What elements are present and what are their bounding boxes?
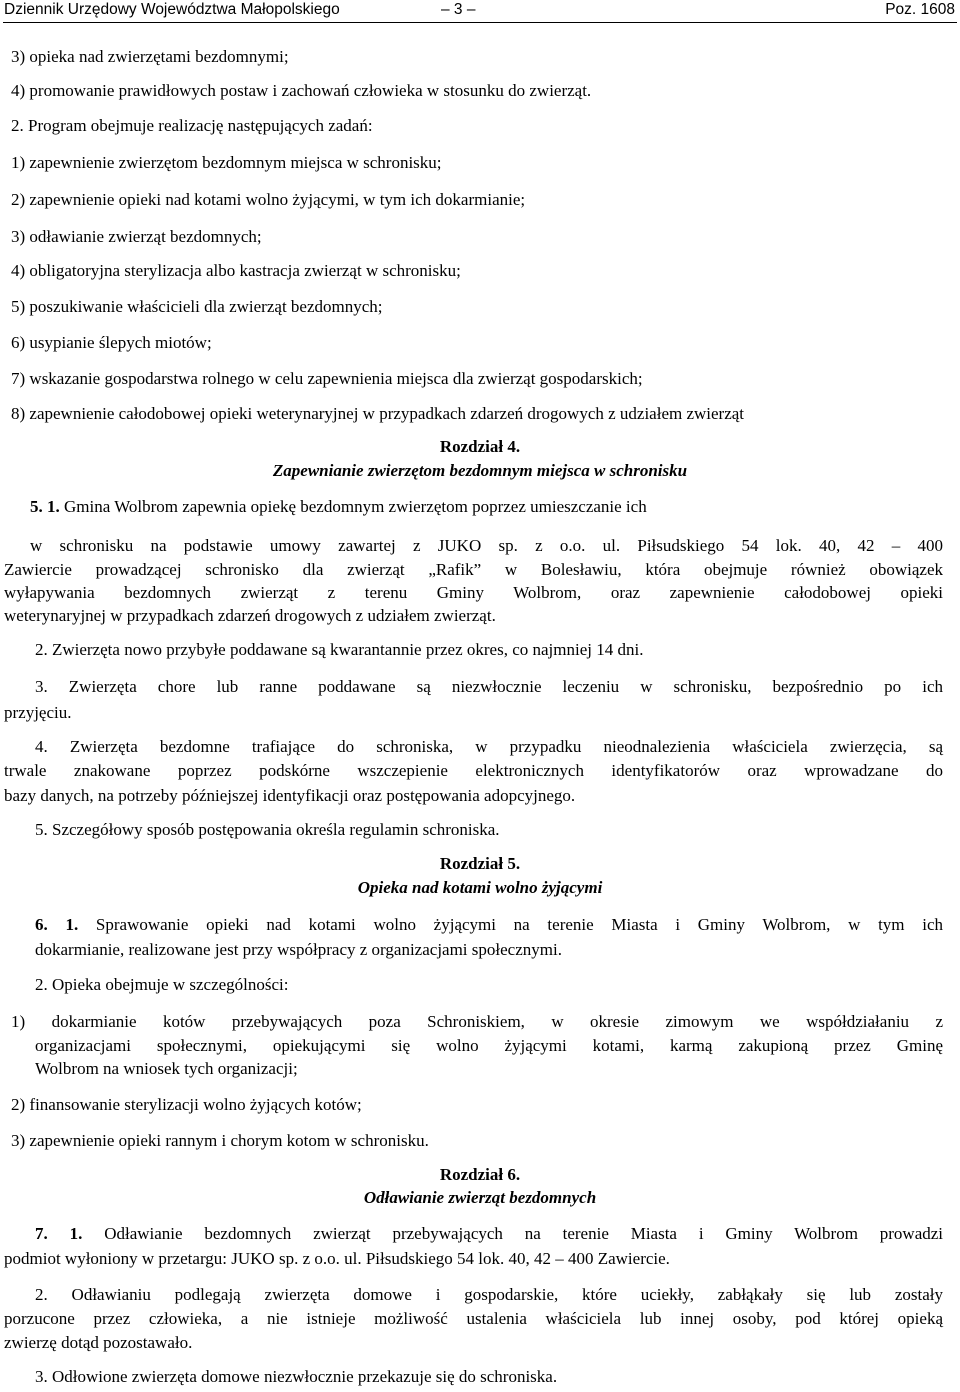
text-line: Wolbrom na wniosek tych organizacji; [35, 1059, 298, 1078]
text-line: wyłapywania bezdomnych zwierząt z terenu Gminy Wolbrom, oraz zapewnienie całodobowej opieki [4, 583, 943, 602]
list-item: 8) zapewnienie całodobowej opieki weterynaryjnej w przypadkach zdarzeń drogowych z udziałem zwierząt [11, 404, 745, 423]
paragraph-number: 6. 1. [35, 915, 79, 934]
list-item: 2) zapewnienie opieki nad kotami wolno żyjącymi, w tym ich dokarmianie; [11, 190, 526, 209]
text-line: 5. Szczegółowy sposób postępowania określa regulamin schroniska. [35, 820, 500, 839]
list-item: 6) usypianie ślepych miotów; [11, 333, 212, 352]
text-line: zwierzę dotąd pozostawało. [4, 1333, 193, 1352]
text-line: 2. Program obejmuje realizację następujących zadań: [11, 116, 373, 135]
text-line: podmiot wyłoniony w przetargu: JUKO sp. z o.o. ul. Piłsudskiego 54 lok. 40, 42 – 400 Zawiercie. [4, 1249, 670, 1268]
header-position: Poz. 1608 [885, 1, 955, 18]
text-line: 2. Zwierzęta nowo przybyłe poddawane są kwarantannie przez okres, co najmniej 14 dni. [35, 640, 644, 659]
chapter-5-heading: Rozdział 5. [439, 854, 521, 873]
text-span: Sprawowanie opieki nad kotami wolno żyjącymi na terenie Miasta i Gminy Wolbrom, w tym ich [95, 915, 943, 934]
text-line: 3) opieka nad zwierzętami bezdomnymi; [11, 47, 289, 66]
list-item: 2) finansowanie sterylizacji wolno żyjących kotów; [11, 1095, 362, 1114]
text-line: 3. Zwierzęta chore lub ranne poddawane są niezwłocznie leczeniu w schronisku, bezpośrednio po ich [35, 677, 943, 696]
list-item: 1) zapewnienie zwierzętom bezdomnym miejsca w schronisku; [11, 153, 442, 172]
text-line: przyjęciu. [4, 703, 72, 722]
text-line: 4) promowanie prawidłowych postaw i zachowań człowieka w stosunku do zwierząt. [11, 81, 592, 100]
text-line: w schronisku na podstawie umowy zawartej z JUKO sp. z o.o. ul. Piłsudskiego 54 lok. 40, 42 – 400 [30, 536, 943, 555]
paragraph-6-start [35, 916, 943, 933]
paragraph-number: 7. 1. [35, 1224, 83, 1243]
text-line: 2. Odławianiu podlegają zwierzęta domowe i gospodarskie, które uciekły, zabłąkały się lub zostały [35, 1285, 943, 1304]
paragraph-5-start [30, 498, 647, 515]
list-item: 3) odławianie zwierząt bezdomnych; [11, 227, 262, 246]
paragraph-7-start [35, 1225, 943, 1242]
list-item: 3) zapewnienie opieki rannym i chorym kotom w schronisku. [11, 1131, 429, 1150]
chapter-5-title: Opieka nad kotami wolno żyjącymi [357, 878, 603, 897]
list-item: 4) obligatoryjna sterylizacja albo kastracja zwierząt w schronisku; [11, 261, 461, 280]
text-line: porzucone przez człowieka, a nie istnieje możliwość ustalenia właściciela lub innej osoby, pod której opieką [4, 1309, 943, 1328]
text-line: weterynaryjnej w przypadkach zdarzeń drogowych z udziałem zwierząt. [4, 606, 496, 625]
text-line: 2. Opieka obejmuje w szczególności: [35, 975, 289, 994]
text-span: Gmina Wolbrom zapewnia opiekę bezdomnym zwierzętom poprzez umieszczanie ich [64, 497, 647, 516]
paragraph-number: 5. 1. [30, 497, 60, 516]
chapter-4-heading: Rozdział 4. [439, 437, 521, 456]
header-page-number: – 3 – [441, 1, 476, 18]
header-journal-title: Dziennik Urzędowy Województwa Małopolskiego [4, 1, 340, 18]
text-span: Odławianie bezdomnych zwierząt przebywających na terenie Miasta i Gminy Wolbrom prowadzi [104, 1224, 944, 1243]
text-line: bazy danych, na potrzeby późniejszej identyfikacji oraz postępowania adopcyjnego. [4, 786, 576, 805]
text-line: organizacjami społecznymi, opiekującymi się wolno żyjącymi kotami, karmą zakupioną przez Gminę [35, 1036, 943, 1055]
text-line: 3. Odłowione zwierzęta domowe niezwłocznie przekazuje się do schroniska. [35, 1367, 558, 1386]
list-item: 5) poszukiwanie właścicieli dla zwierząt bezdomnych; [11, 297, 383, 316]
text-line: trwale znakowane poprzez podskórne wszczepienie elektronicznych identyfikatorów oraz wprowadzane do [4, 761, 943, 780]
chapter-4-title: Zapewnianie zwierzętom bezdomnym miejsca w schronisku [272, 461, 688, 480]
header-divider [3, 22, 957, 23]
text-line: Zawiercie prowadzącej schronisko dla zwierząt „Rafik” w Bolesławiu, która obejmuje również obowiązek [4, 560, 943, 579]
text-line: dokarmianie, realizowane jest przy współpracy z organizacjami społecznymi. [35, 940, 562, 959]
list-item: 7) wskazanie gospodarstwa rolnego w celu zapewnienia miejsca dla zwierząt gospodarskich; [11, 369, 643, 388]
chapter-6-heading: Rozdział 6. [439, 1165, 521, 1184]
list-item: 1) dokarmianie kotów przebywających poza Schroniskiem, w okresie zimowym we współdziałaniu z [11, 1012, 943, 1031]
chapter-6-title: Odławianie zwierząt bezdomnych [363, 1188, 597, 1207]
text-line: 4. Zwierzęta bezdomne trafiające do schroniska, w przypadku nieodnalezienia właściciela zwierzęcia, są [35, 737, 943, 756]
